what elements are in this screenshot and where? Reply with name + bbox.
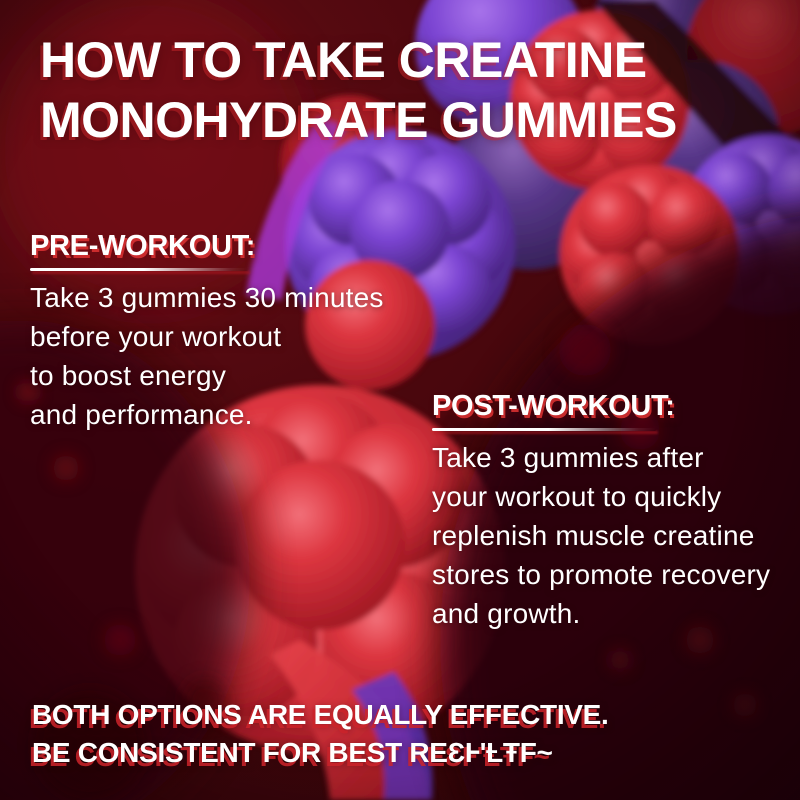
pre-workout-underline [30, 268, 248, 271]
pre-workout-body-line: and performance. [30, 399, 253, 430]
title-line-2: MONOHYDRATE GUMMIES [40, 92, 677, 148]
pre-workout-body [30, 278, 384, 434]
pre-workout-body-line: Take 3 gummies 30 minutes [30, 282, 384, 313]
pre-workout-body-line: before your workout [30, 321, 282, 352]
post-workout-body [432, 438, 770, 633]
footer-line-1: BOTH OPTIONS ARE EQUALLY EFFECTIVE. [32, 699, 609, 730]
post-workout-body-line: replenish muscle creatine [432, 520, 755, 551]
post-workout-body-line: Take 3 gummies after [432, 442, 704, 473]
post-workout-body-line: stores to promote recovery [432, 559, 771, 590]
post-workout-body-line: your workout to quickly [432, 481, 722, 512]
poster-title [40, 30, 677, 150]
pre-workout-heading: PRE-WORKOUT: [30, 230, 256, 262]
footer-line-2: BE CONSISTENT FOR BEST REƐⱵ'ȽŦF~ [32, 737, 553, 768]
post-workout-underline [432, 428, 656, 431]
post-workout-heading: POST-WORKOUT: [432, 390, 675, 422]
pre-workout-body-line: to boost energy [30, 360, 227, 391]
title-line-1: HOW TO TAKE CREATINE [40, 32, 647, 88]
post-workout-body-line: and growth. [432, 598, 581, 629]
footer-tagline [32, 696, 609, 772]
